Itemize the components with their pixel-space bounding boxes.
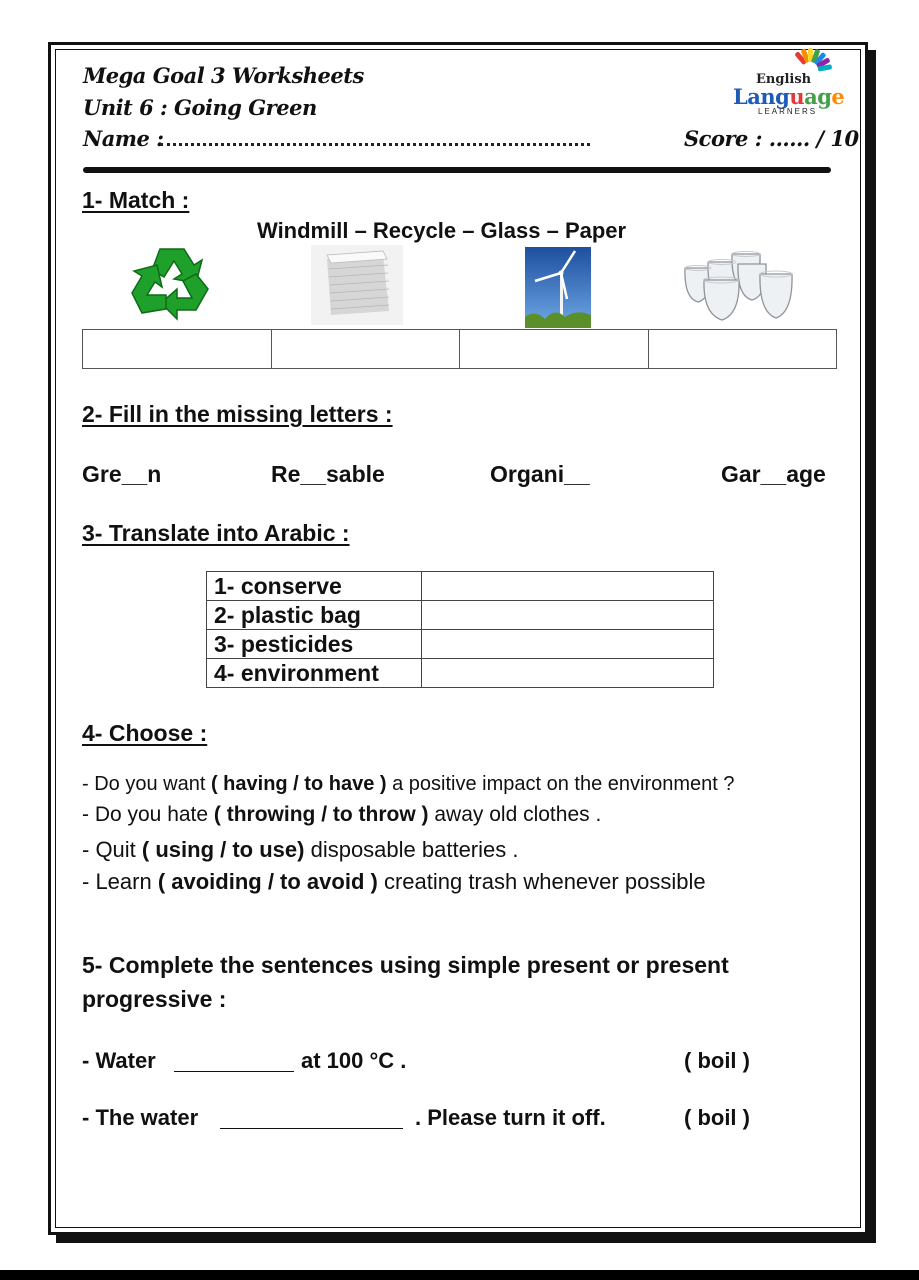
translate-table: [206, 571, 714, 688]
translate-word-4: 4- environment: [207, 659, 422, 688]
choose-section-title: 4- Choose :: [82, 720, 208, 746]
name-field-line[interactable]: [160, 143, 590, 146]
choose-sentence-1: [82, 773, 735, 796]
choose-options-3[interactable]: ( using / to use): [141, 837, 305, 862]
worksheet-series-title: Mega Goal 3 Worksheets: [83, 63, 364, 88]
match-answer-table: [82, 329, 837, 369]
unit-title: Unit 6 : Going Green: [83, 95, 317, 120]
english-language-learners-logo: [728, 46, 846, 118]
match-word-bank: Windmill – Recycle – Glass – Paper: [257, 218, 627, 243]
choose-sentence-1-start: - Do you want: [82, 773, 211, 795]
header-divider: [83, 167, 831, 173]
complete-sentences-section-title: 5- Complete the sentences using simple present or present progressive :: [82, 952, 729, 1012]
match-answer-cell-3[interactable]: [460, 330, 649, 369]
complete-sentence-1-start: - Water: [82, 1048, 156, 1073]
choose-sentence-2-start: - Do you hate: [82, 803, 214, 826]
choose-options-4[interactable]: ( avoiding / to avoid ): [157, 869, 378, 894]
match-answer-row: [83, 330, 837, 369]
translate-word-1: 1- conserve: [207, 572, 422, 601]
choose-sentence-4: [82, 869, 706, 895]
paper-stack-icon: [311, 245, 403, 325]
complete-sentence-2-end: . Please turn it off.: [415, 1105, 606, 1130]
translate-answer-cell-2[interactable]: [422, 601, 714, 630]
fill-word-3[interactable]: Organi__: [490, 461, 590, 487]
choose-sentence-1-end: a positive impact on the environment ?: [386, 773, 735, 795]
table-row: [207, 601, 714, 630]
complete-sentence-1-blank[interactable]: [174, 1071, 294, 1072]
table-row: [207, 659, 714, 688]
translate-word-2: 2- plastic bag: [207, 601, 422, 630]
translate-answer-cell-4[interactable]: [422, 659, 714, 688]
name-label: Name :: [83, 126, 164, 151]
logo-word-language: Language: [733, 84, 845, 109]
match-answer-cell-4[interactable]: [648, 330, 837, 369]
complete-sentence-2-start: - The water: [82, 1105, 199, 1130]
choose-sentence-4-end: creating trash whenever possible: [377, 869, 706, 894]
choose-sentence-3-end: disposable batteries .: [304, 837, 519, 862]
logo-word-english: English: [756, 72, 812, 87]
match-section-title: 1- Match :: [82, 187, 190, 213]
complete-sentence-2-verb: ( boil ): [684, 1105, 750, 1130]
bottom-edge: [0, 1270, 919, 1280]
translate-answer-cell-1[interactable]: [422, 572, 714, 601]
table-row: [207, 572, 714, 601]
translate-word-3: 3- pesticides: [207, 630, 422, 659]
complete-sentence-1-verb: ( boil ): [684, 1048, 750, 1073]
match-answer-cell-2[interactable]: [271, 330, 460, 369]
choose-options-1[interactable]: ( having / to have ): [210, 773, 387, 795]
fill-letters-section-title: 2- Fill in the missing letters :: [82, 401, 393, 427]
complete-sentence-1-end: at 100 °C .: [301, 1048, 407, 1073]
translate-section-title: 3- Translate into Arabic :: [82, 520, 350, 546]
translate-answer-cell-3[interactable]: [422, 630, 714, 659]
table-row: [207, 630, 714, 659]
choose-sentence-4-start: - Learn: [82, 869, 158, 894]
score-label: Score : ...... / 10: [684, 126, 859, 151]
fill-word-4[interactable]: Gar__age: [721, 461, 826, 487]
match-answer-cell-1[interactable]: [83, 330, 272, 369]
choose-sentence-3: [82, 837, 519, 863]
fill-word-1[interactable]: Gre__n: [82, 461, 162, 487]
choose-sentence-3-start: - Quit: [82, 837, 142, 862]
windmill-icon: [525, 247, 591, 328]
drinking-glasses-icon: [680, 250, 800, 326]
choose-sentence-2: [82, 803, 601, 827]
complete-sentence-2-blank[interactable]: [220, 1128, 403, 1129]
choose-options-2[interactable]: ( throwing / to throw ): [213, 803, 429, 826]
recycle-symbol-icon: [130, 243, 218, 327]
choose-sentence-2-end: away old clothes .: [428, 803, 602, 826]
logo-word-learners: LEARNERS: [758, 107, 818, 116]
fill-word-2[interactable]: Re__sable: [271, 461, 385, 487]
